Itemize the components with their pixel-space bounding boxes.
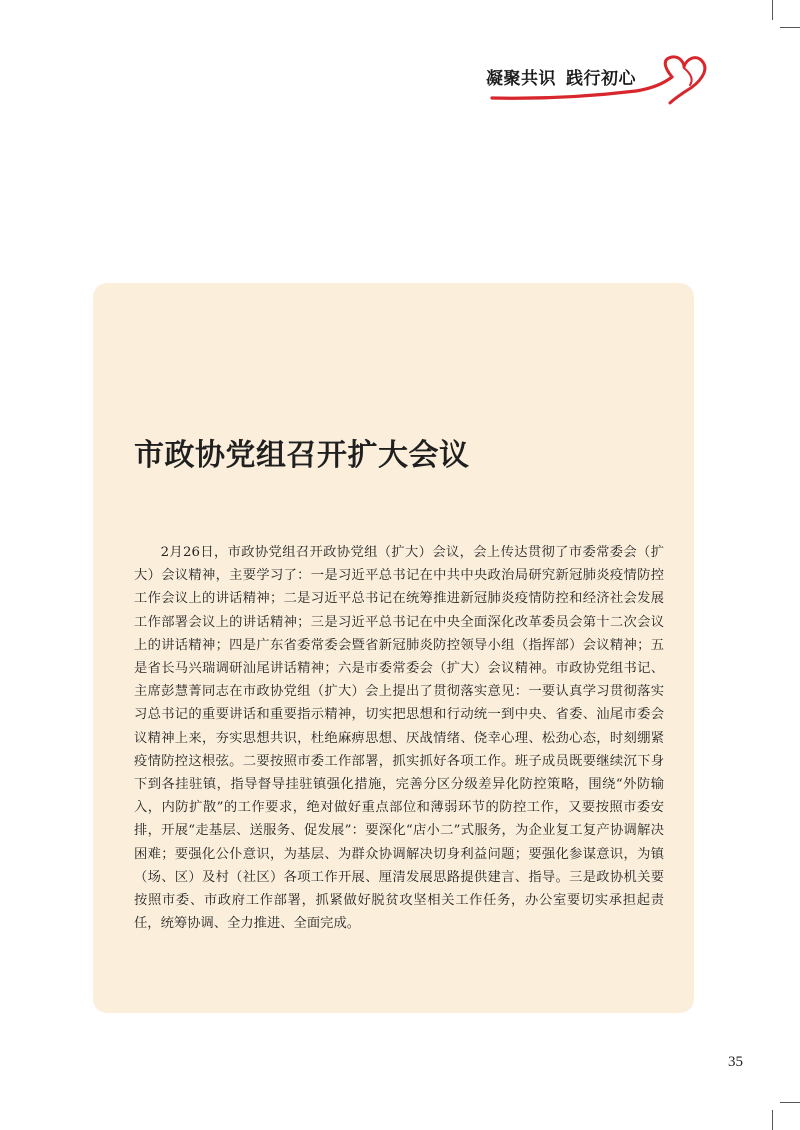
header-slogan	[486, 64, 636, 89]
crop-mark-bottom-right	[772, 1110, 773, 1130]
running-header	[486, 55, 716, 105]
page-number: 35	[728, 1054, 743, 1070]
article-body: 2月26日，市政协党组召开政协党组（扩大）会议，会上传达贯彻了市委常委会（扩大）会议精神，主要学习了：一是习近平总书记在中共中央政治局研究新冠肺炎疫情防控工作会议上的讲话精神；二是习近平总书记在统筹推进新冠肺炎疫情防控和经济社会发展工作部署会议上的讲话精神；三是习近平总书记在中央全面深化改革委员会第十二次会议上的讲话精神；四是广东省委常委会暨省新冠肺炎防控领导小组（指挥部）会议精神；五是省长马兴瑞调研汕尾讲话精神；六是市委常委会（扩大）会议精神。市政协党组书记、主席彭慧菁同志在市政协党组（扩大）会上提出了贯彻落实意见：一要认真学习贯彻落实习总书记的重要讲话和重要指示精神，切实把思想和行动统一到中央、省委、汕尾市委会议精神上来，夯实思想共识，杜绝麻痹思想、厌战情绪、侥幸心理、松劲心态，时刻绷紧疫情防控这根弦。二要按照市委工作部署，抓实抓好各项工作。班子成员既要继续沉下身下到各挂驻镇，指导督导挂驻镇强化措施，完善分区分级差异化防控策略，围绕“外防输入，内防扩散”的工作要求，绝对做好重点部位和薄弱环节的防控工作，又要按照市委安排，开展“走基层、送服务、促发展”：要深化“店小二”式服务，为企业复工复产协调解决困难；要强化公仆意识，为基层、为群众协调解决切身利益问题；要强化参谋意识，为镇（场、区）及村（社区）各项工作开展、厘清发展思路提供建言、指导。三是政协机关要按照市委、市政府工作部署，抓紧做好脱贫攻坚相关工作任务，办公室要切实承担起责任，统筹协调、全力推进、全面完成。	[134, 545, 664, 932]
article-panel	[93, 283, 694, 1013]
crop-mark-top-right-h	[780, 27, 800, 28]
header-slogan-part2: 践行初心	[566, 69, 636, 89]
header-slogan-part1: 凝聚共识	[486, 69, 556, 89]
crop-mark-bottom-right-h	[780, 1102, 800, 1103]
crop-mark-top-right	[772, 0, 773, 20]
article-title: 市政协党组召开扩大会议	[134, 438, 470, 473]
